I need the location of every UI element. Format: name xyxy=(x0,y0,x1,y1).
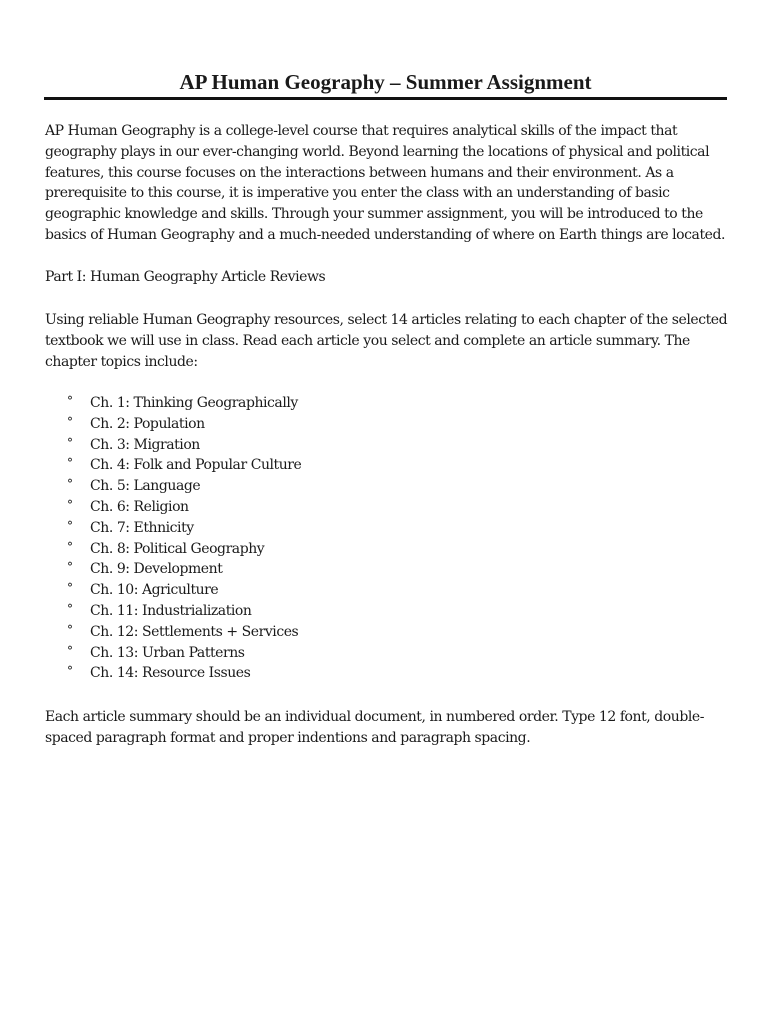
chapter-list-item xyxy=(45,497,645,518)
chapter-label: Ch. 14: Resource Issues xyxy=(90,665,251,682)
instructions-paragraph: Using reliable Human Geography resources, select 14 articles relating to each chapter of the selected textbook we will use in class. Read each article you select and complete an article summary. The chapter topics include: xyxy=(45,312,728,370)
bullet-icon: ° xyxy=(67,601,73,616)
chapter-label: Ch. 11: Industrialization xyxy=(90,602,252,619)
chapter-label: Ch. 4: Folk and Popular Culture xyxy=(90,457,302,474)
title-underline xyxy=(44,97,727,100)
chapter-label: Ch. 10: Agriculture xyxy=(90,582,219,599)
chapter-list-item xyxy=(45,622,645,643)
chapter-list-item xyxy=(45,393,645,414)
chapter-list-item xyxy=(45,601,645,622)
chapter-list-item xyxy=(45,539,645,560)
page-title: AP Human Geography – Summer Assignment xyxy=(179,70,592,94)
chapter-label: Ch. 2: Population xyxy=(90,415,205,432)
chapter-list-item xyxy=(45,476,645,497)
bullet-icon: ° xyxy=(67,456,73,471)
bullet-icon: ° xyxy=(67,539,73,554)
chapter-label: Ch. 6: Religion xyxy=(90,498,189,515)
chapter-list-item xyxy=(45,580,645,601)
chapter-list-item xyxy=(45,663,645,684)
chapter-label: Ch. 7: Ethnicity xyxy=(90,519,194,536)
chapter-list xyxy=(45,393,645,684)
bullet-icon: ° xyxy=(67,414,73,429)
bullet-icon: ° xyxy=(67,560,73,575)
bullet-icon: ° xyxy=(67,622,73,637)
bullet-icon: ° xyxy=(67,394,73,408)
bullet-icon: ° xyxy=(67,581,73,596)
chapter-label: Ch. 1: Thinking Geographically xyxy=(90,395,298,411)
chapter-label: Ch. 8: Political Geography xyxy=(90,540,265,557)
chapter-list-item xyxy=(45,414,645,435)
part-heading: Part I: Human Geography Article Reviews xyxy=(45,269,326,285)
bullet-icon: ° xyxy=(67,477,73,492)
bullet-icon: ° xyxy=(67,435,73,450)
bullet-icon: ° xyxy=(67,497,73,512)
closing-paragraph: Each article summary should be an individual document, in numbered order. Type 12 font, double-spaced paragraph format and proper indentions and paragraph spacing. xyxy=(45,709,704,746)
chapter-label: Ch. 5: Language xyxy=(90,478,201,495)
bullet-icon: ° xyxy=(67,518,73,533)
bullet-icon: ° xyxy=(67,664,73,679)
chapter-list-item xyxy=(45,559,645,580)
chapter-label: Ch. 12: Settlements + Services xyxy=(90,623,299,640)
intro-paragraph: AP Human Geography is a college-level course that requires analytical skills of the impact that geography plays in our ever-changing world. Beyond learning the locations of physical and political features, this course focuses on the interactions between humans and their environment. As a prerequisite to this course, it is imperative you enter the class with an understanding of basic geographic knowledge and skills. Through your summer assignment, you will be introduced to the basics of Human Geography and a much-needed understanding of where on Earth things are located. xyxy=(45,123,725,243)
bullet-icon: ° xyxy=(67,643,73,658)
chapter-label: Ch. 9: Development xyxy=(90,561,223,578)
chapter-list-item xyxy=(45,518,645,539)
chapter-label: Ch. 13: Urban Patterns xyxy=(90,644,245,661)
chapter-list-item xyxy=(45,643,645,664)
chapter-label: Ch. 3: Migration xyxy=(90,436,200,453)
chapter-list-item xyxy=(45,435,645,456)
chapter-list-item xyxy=(45,455,645,476)
